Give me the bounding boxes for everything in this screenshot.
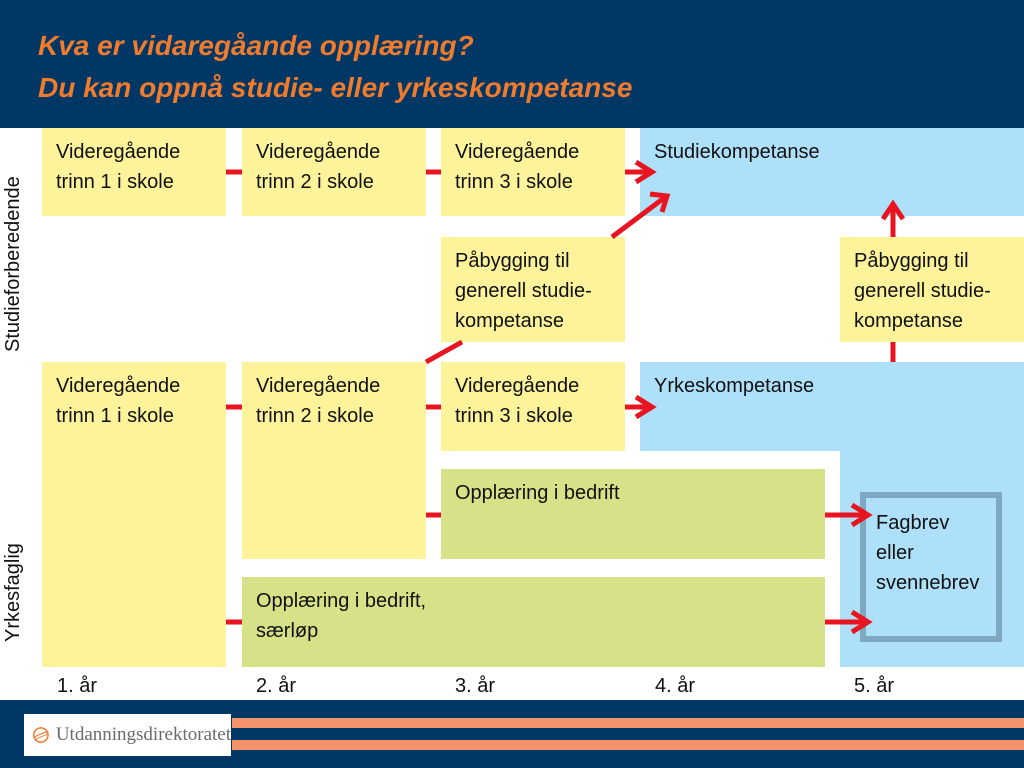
footer-stripe-top: [232, 718, 1024, 728]
connector-yf2-pabygging: [426, 342, 462, 362]
education-pathway-diagram: [0, 128, 1024, 700]
arrows-layer: [0, 128, 1024, 700]
box-yf-trinn3-line1: Videregående: [455, 375, 580, 397]
box-yf-trinn1-line1: Videregående: [56, 375, 181, 397]
footer-bar: [0, 700, 1024, 768]
year-label-4: 4. år: [655, 675, 696, 697]
side-label-yrkesfaglig: Yrkesfaglig: [2, 543, 24, 642]
box-yf-trinn3-line2: trinn 3 i skole: [455, 405, 573, 427]
box-fagbrev-line1: Fagbrev: [876, 512, 950, 534]
box-yf-trinn1-line2: trinn 1 i skole: [56, 405, 174, 427]
logo-text: Utdanningsdirektoratet: [55, 724, 231, 745]
box-pabygging-year5-line3: kompetanse: [854, 310, 963, 332]
year-label-1: 1. år: [57, 675, 98, 697]
box-pabygging-year4-line2: generell studie-: [455, 280, 592, 302]
box-fagbrev-line2: eller: [876, 542, 914, 564]
box-sf-trinn3-line2: trinn 3 i skole: [455, 171, 573, 193]
year-label-3: 3. år: [455, 675, 496, 697]
box-sf-trinn2-line2: trinn 2 i skole: [256, 171, 374, 193]
box-opplaering-bedrift-label: Opplæring i bedrift: [455, 482, 620, 504]
page-title-line2: Du kan oppnå studie- eller yrkeskompetanse: [38, 72, 633, 103]
box-sf-trinn1-line1: Videregående: [56, 141, 181, 163]
arrow-pabygging-studiekompetanse: [612, 198, 664, 237]
box-yf-trinn2-line1: Videregående: [256, 375, 381, 397]
box-studiekompetanse-label: Studiekompetanse: [654, 141, 820, 163]
page-title-line1: Kva er vidaregåande opplæring?: [38, 30, 474, 61]
box-opplaering-saerlop-line2: særløp: [256, 620, 319, 642]
side-label-studieforberedende: Studieforberedende: [2, 176, 24, 352]
box-fagbrev-line3: svennebrev: [876, 572, 980, 594]
logo: [24, 714, 231, 756]
box-sf-trinn2-line1: Videregående: [256, 141, 381, 163]
box-yrkeskompetanse-label: Yrkeskompetanse: [654, 375, 815, 397]
box-opplaering-saerlop-line1: Opplæring i bedrift,: [256, 590, 427, 612]
box-pabygging-year5-line2: generell studie-: [854, 280, 991, 302]
box-yf-trinn2-line2: trinn 2 i skole: [256, 405, 374, 427]
box-pabygging-year5-line1: Påbygging til: [854, 250, 969, 272]
udir-logo-icon: [32, 720, 50, 750]
box-pabygging-year4-line1: Påbygging til: [455, 250, 570, 272]
year-label-2: 2. år: [256, 675, 297, 697]
box-sf-trinn1-line2: trinn 1 i skole: [56, 171, 174, 193]
box-sf-trinn3-line1: Videregående: [455, 141, 580, 163]
box-pabygging-year4-line3: kompetanse: [455, 310, 564, 332]
footer-stripe-bottom: [232, 740, 1024, 750]
header-banner: [0, 0, 1024, 128]
year-label-5: 5. år: [854, 675, 895, 697]
